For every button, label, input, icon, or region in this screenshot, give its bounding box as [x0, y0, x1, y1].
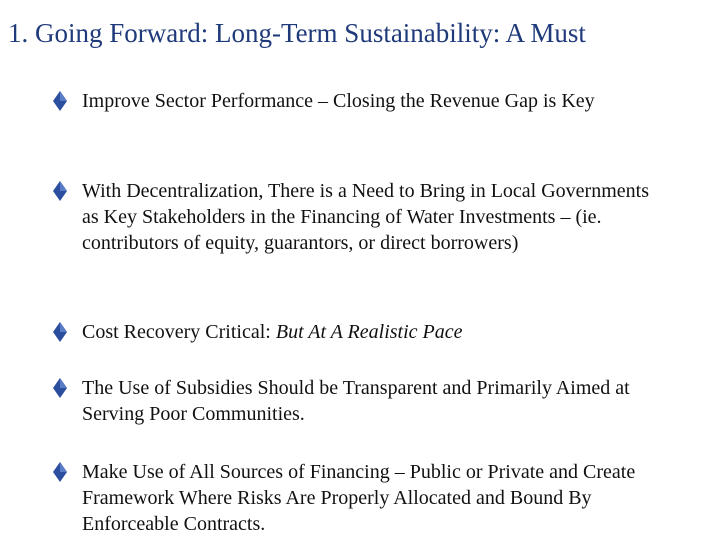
bullet-text-plain: Cost Recovery Critical: — [82, 321, 276, 343]
bullet-text-italic: But At A Realistic Pace — [275, 321, 463, 343]
bullet-text: With Decentralization, There is a Need to Bring in Local Governments as Key Stakeholders in the Financing of Water Investments – (ie. contributors of equity, guarantors, or direct borrowers) — [82, 180, 649, 254]
blue-diamond-bullet-icon — [52, 375, 82, 401]
bullet-text: The Use of Subsidies Should be Transparent and Primarily Aimed at Serving Poor Communities. — [82, 377, 630, 425]
bullet-text: Improve Sector Performance – Closing the Revenue Gap is Key — [82, 90, 595, 112]
slide-title: 1. Going Forward: Long-Term Sustainability: A Must — [8, 18, 586, 48]
bullet-text: Make Use of All Sources of Financing – Public or Private and Create Framework Where Risks Are Properly Allocated and Bound By Enforceable Contracts. — [82, 461, 636, 535]
blue-diamond-bullet-icon — [52, 88, 82, 114]
bullet-text-cost-recovery — [82, 319, 667, 345]
bullet-item — [52, 178, 672, 256]
bullet-item — [52, 375, 672, 427]
bullet-item — [52, 459, 672, 537]
bullet-item — [52, 88, 672, 114]
blue-diamond-bullet-icon — [52, 319, 82, 345]
blue-diamond-bullet-icon — [52, 459, 82, 485]
blue-diamond-bullet-icon — [52, 178, 82, 204]
bullet-item — [52, 319, 672, 345]
